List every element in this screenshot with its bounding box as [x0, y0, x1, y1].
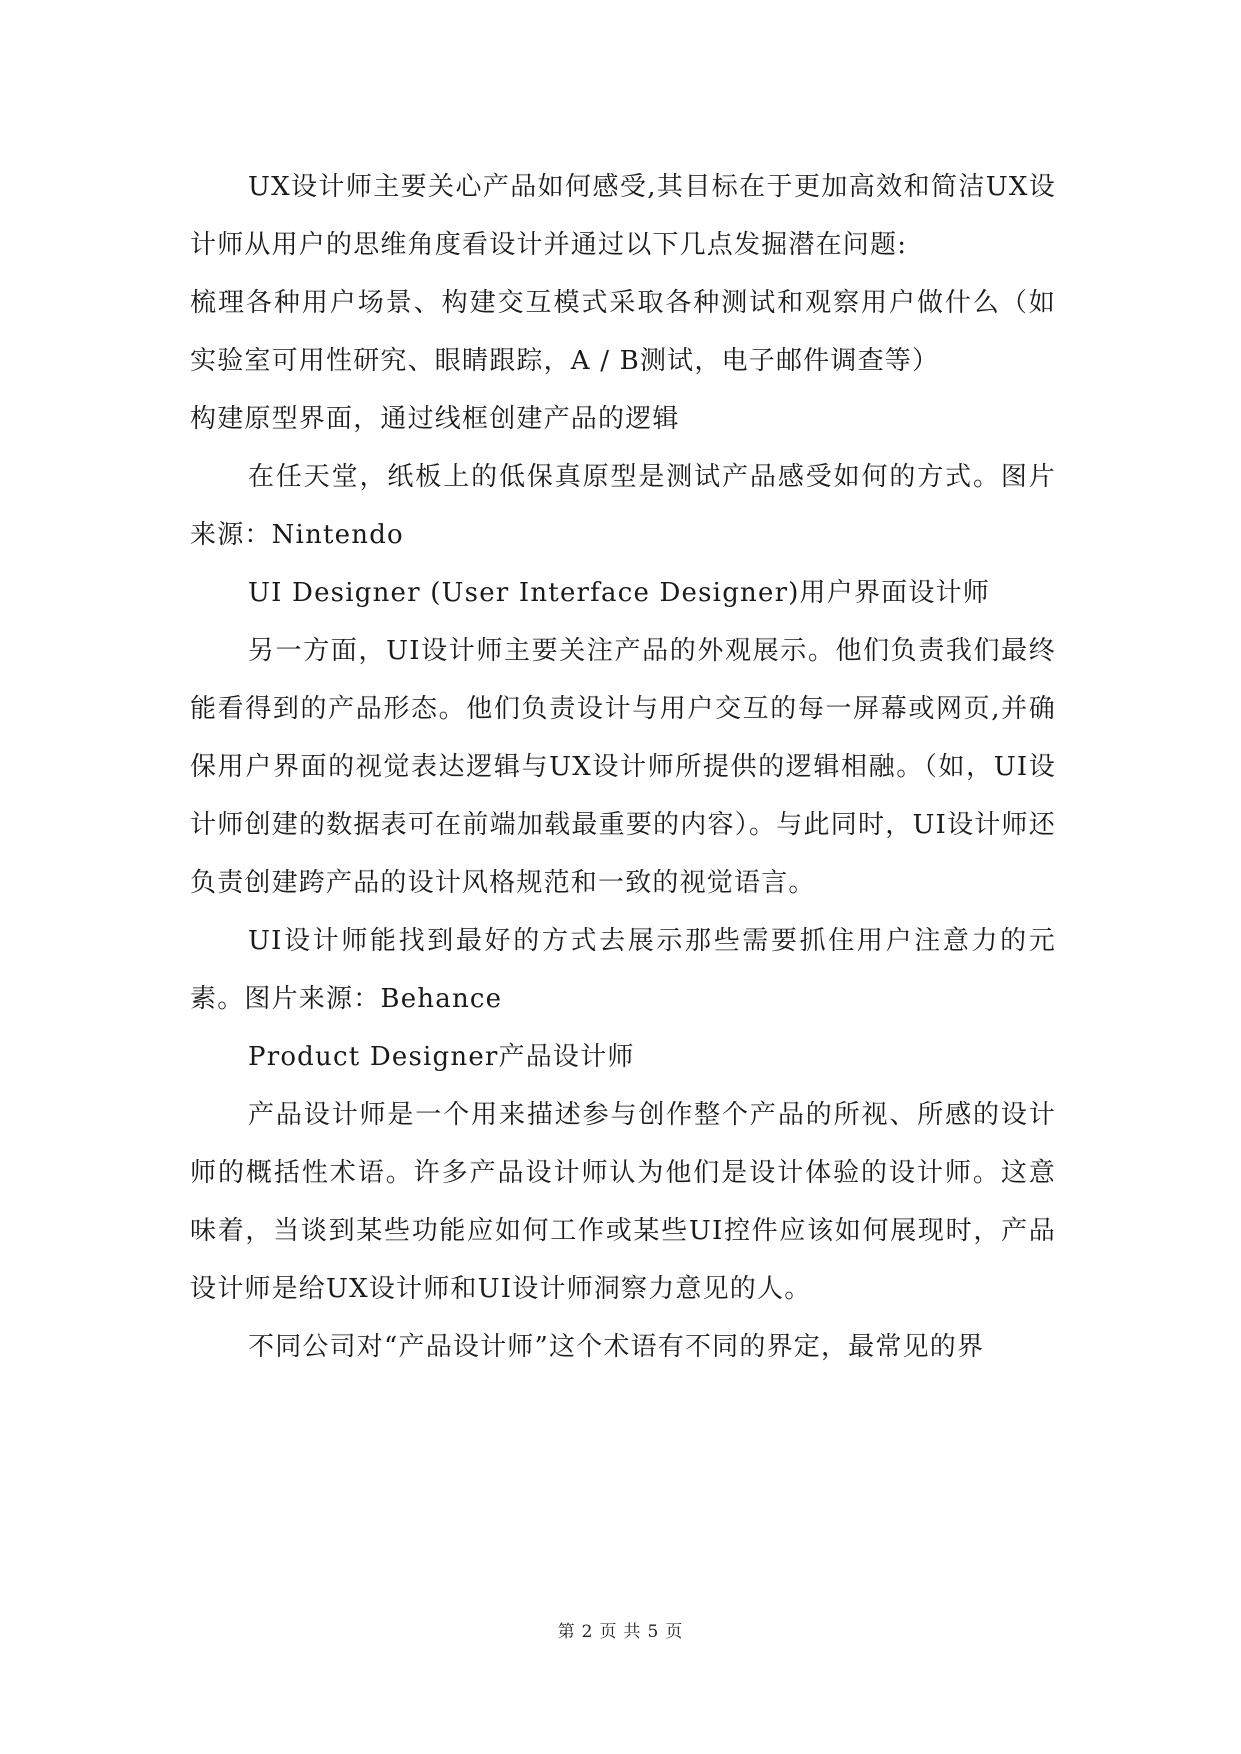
document-body [190, 158, 1056, 1376]
footer-suffix: 页 [665, 1622, 684, 1642]
paragraph-behance-caption: UI设计师能找到最好的方式去展示那些需要抓住用户注意力的元素。图片来源：Behance [190, 926, 1056, 1014]
page-footer [0, 1617, 1241, 1642]
paragraph-ux-prototype: 构建原型界面，通过线框创建产品的逻辑 [190, 404, 680, 434]
paragraph-nintendo-caption: 在任天堂，纸板上的低保真原型是测试产品感受如何的方式。图片来源：Nintendo [190, 462, 1056, 550]
paragraph-ux-intro: UX设计师主要关心产品如何感受,其目标在于更加高效和简洁UX设计师从用户的思维角度看设计并通过以下几点发掘潜在问题: [190, 172, 1056, 260]
footer-current-page: 2 [581, 1622, 594, 1642]
paragraph-ux-methods: 梳理各种用户场景、构建交互模式采取各种测试和观察用户做什么（如实验室可用性研究、眼睛跟踪，A / B测试，电子邮件调查等） [190, 288, 1056, 376]
footer-prefix: 第 [557, 1622, 576, 1642]
paragraph-ui-description: 另一方面，UI设计师主要关注产品的外观展示。他们负责我们最终能看得到的产品形态。他们负责设计与用户交互的每一屏幕或网页,并确保用户界面的视觉表达逻辑与UX设计师所提供的逻辑相融。（如，UI设计师创建的数据表可在前端加载最重要的内容）。与此同时，UI设计师还负责创建跨产品的设计风格规范和一致的视觉语言。 [190, 636, 1056, 898]
paragraph-product-description: 产品设计师是一个用来描述参与创作整个产品的所视、所感的设计师的概括性术语。许多产品设计师认为他们是设计体验的设计师。这意味着，当谈到某些功能应如何工作或某些UI控件应该如何展现时，产品设计师是给UX设计师和UI设计师洞察力意见的人。 [190, 1100, 1056, 1304]
footer-total-word: 共 [623, 1622, 642, 1642]
heading-product-designer: Product Designer产品设计师 [248, 1042, 635, 1072]
heading-ui-designer: UI Designer (User Interface Designer)用户界面设计师 [248, 578, 990, 608]
paragraph-product-definition: 不同公司对“产品设计师”这个术语有不同的界定，最常见的界 [248, 1332, 985, 1362]
footer-page-word: 页 [599, 1622, 618, 1642]
footer-total-pages: 5 [647, 1622, 660, 1642]
